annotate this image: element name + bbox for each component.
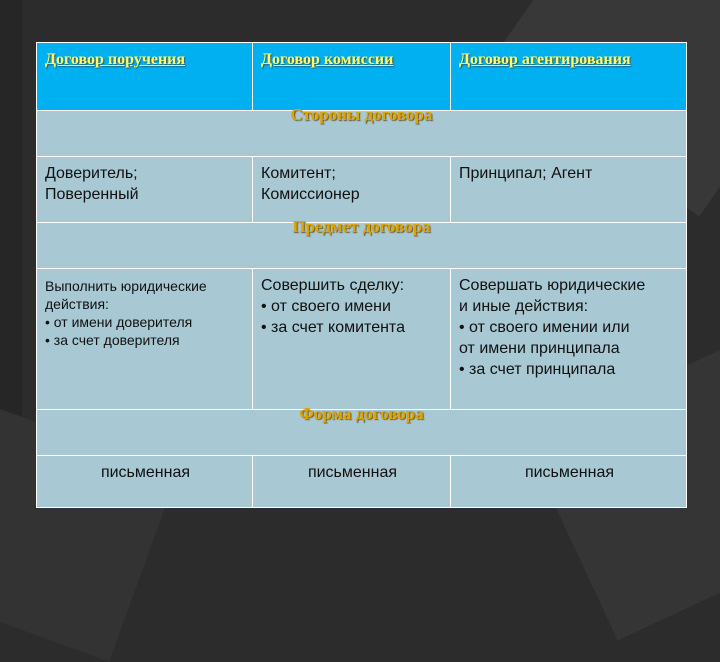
table-row — [37, 268, 687, 409]
cell-line: Комиссионер — [261, 185, 360, 203]
section-subject: Предмет договора — [292, 217, 431, 237]
header-poruchenie: Договор поручения — [45, 51, 186, 68]
header-row — [37, 43, 687, 111]
cell-line: Доверитель; — [45, 164, 138, 182]
header-cell — [253, 43, 451, 111]
cell-line: Комитент; — [261, 164, 336, 182]
header-cell — [37, 43, 253, 111]
cell-line: • от своего имении или — [459, 318, 630, 336]
section-parties: Стороны договора — [290, 105, 433, 125]
header-agentirovanie: Договор агентирования — [459, 51, 631, 68]
cell-line: • за счет принципала — [459, 360, 616, 378]
section-row — [37, 410, 687, 456]
cell-line: Совершать юридические — [459, 276, 646, 294]
table-cell — [37, 268, 253, 409]
table-cell — [253, 456, 451, 508]
section-cell — [37, 404, 687, 456]
cell-line: Принципал; Агент — [459, 164, 593, 182]
cell-line: Поверенный — [45, 185, 139, 203]
comparison-table — [36, 42, 687, 508]
cell-form-value: письменная — [100, 464, 191, 482]
cell-line: • от имени доверителя — [45, 313, 193, 330]
section-row — [37, 111, 687, 157]
header-komissiya: Договор комиссии — [261, 51, 394, 68]
table-cell — [451, 268, 687, 409]
section-row — [37, 223, 687, 269]
cell-line: и иные действия: — [459, 297, 589, 315]
cell-line: • от своего имени — [261, 297, 391, 315]
section-form: Форма договора — [299, 404, 424, 424]
cell-line: от имени принципала — [459, 339, 620, 357]
section-cell — [37, 217, 687, 269]
table-cell — [451, 456, 687, 508]
cell-form-value: письменная — [524, 464, 615, 482]
table-cell — [451, 156, 687, 222]
table-row — [37, 456, 687, 508]
cell-line: Совершить сделку: — [261, 276, 405, 294]
cell-line: действия: — [45, 295, 109, 312]
table-cell — [37, 156, 253, 222]
table-cell — [253, 268, 451, 409]
table-cell — [253, 156, 451, 222]
table-cell — [37, 456, 253, 508]
section-cell — [37, 105, 687, 157]
table-row — [37, 156, 687, 222]
header-cell — [451, 43, 687, 111]
cell-line: • за счет комитента — [261, 318, 405, 336]
cell-line: Выполнить юридические — [45, 277, 207, 294]
cell-line: • за счет доверителя — [45, 331, 180, 348]
cell-form-value: письменная — [307, 464, 398, 482]
